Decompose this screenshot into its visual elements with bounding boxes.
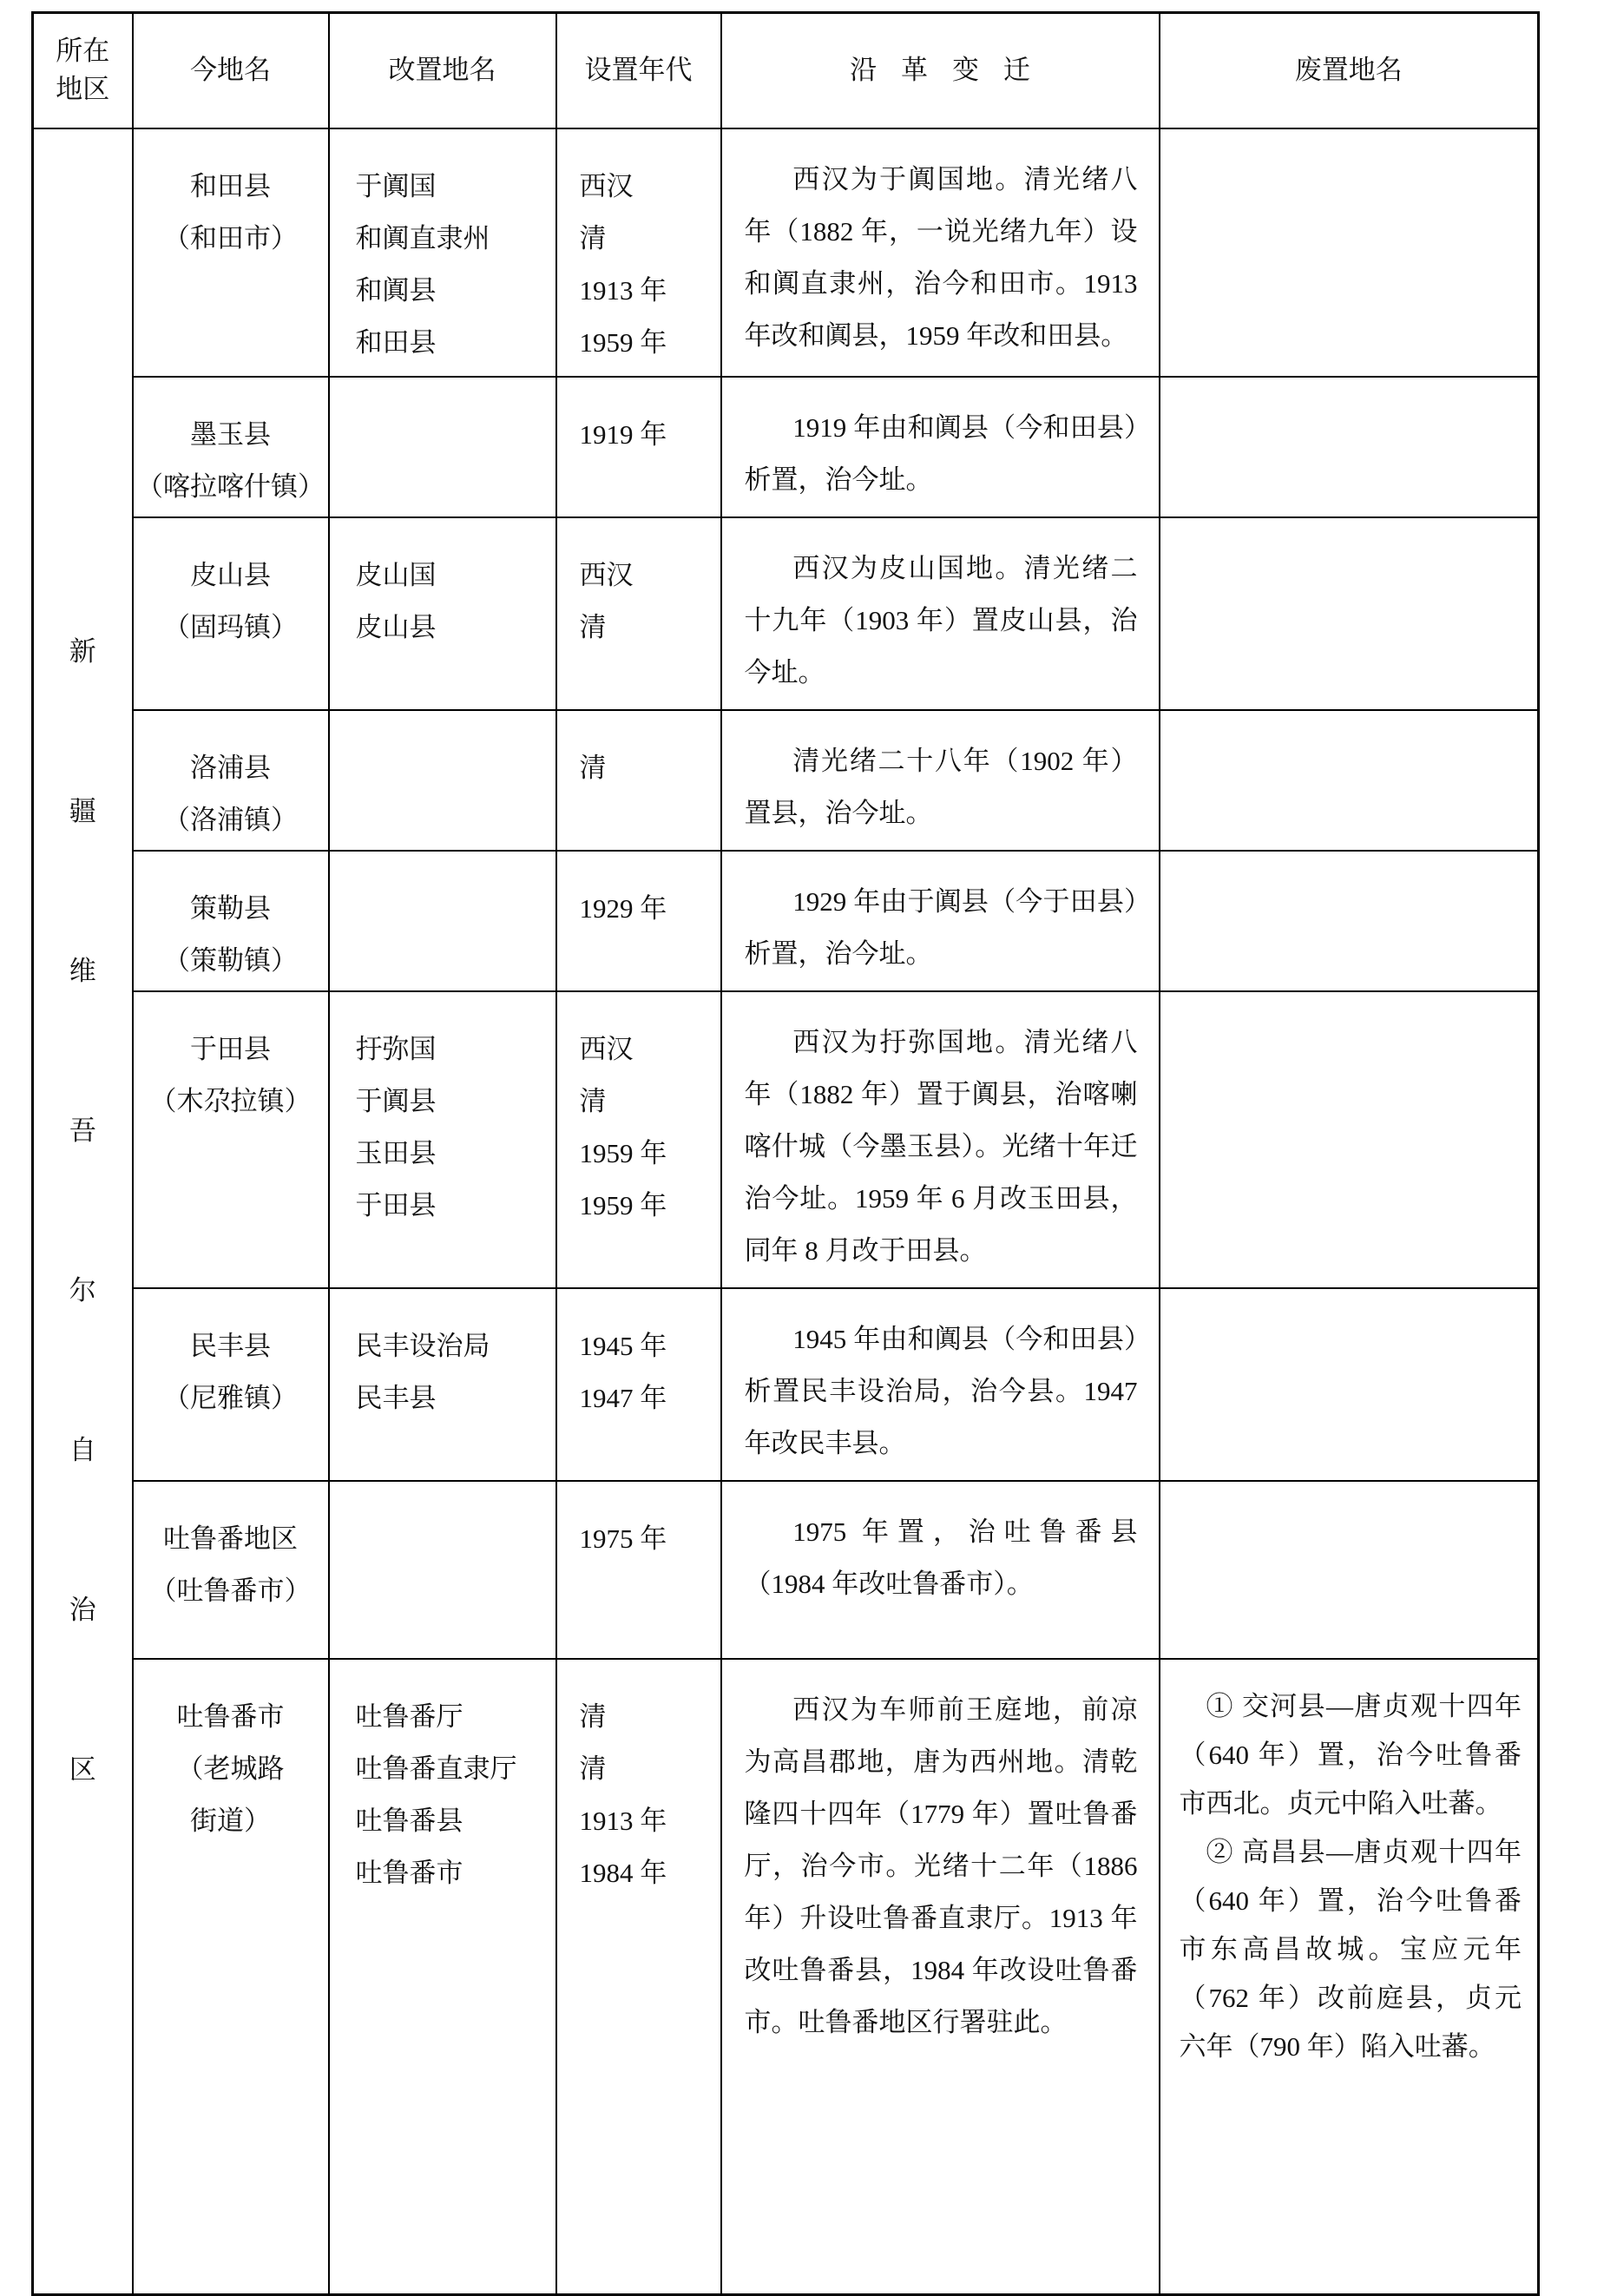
- era-cell: 1975 年: [556, 1481, 721, 1659]
- evolution-cell: 1919 年由和阗县（今和田县）析置，治今址。: [721, 377, 1160, 517]
- today-name-cell: 于田县 （木尕拉镇）: [133, 991, 329, 1288]
- era-cell: 西汉 清: [556, 517, 721, 710]
- table-row: [33, 517, 1539, 710]
- era-cell: 1929 年: [556, 851, 721, 991]
- renamed-cell: 吐鲁番厅 吐鲁番直隶厅 吐鲁番县 吐鲁番市: [329, 1659, 556, 2295]
- today-name-cell: 皮山县 （固玛镇）: [133, 517, 329, 710]
- era-cell: 西汉 清 1913 年 1959 年: [556, 128, 721, 377]
- table-row: [33, 991, 1539, 1288]
- today-name-cell: 吐鲁番市 （老城路 街道）: [133, 1659, 329, 2295]
- era-cell: 1945 年 1947 年: [556, 1288, 721, 1481]
- era-cell: 1919 年: [556, 377, 721, 517]
- today-name-cell: 吐鲁番地区 （吐鲁番市）: [133, 1481, 329, 1659]
- evolution-cell: 西汉为扜弥国地。清光绪八年（1882 年）置于阗县，治喀喇喀什城（今墨玉县）。光绪十年迁治今址。1959 年 6 月改玉田县，同年 8 月改于田县。: [721, 991, 1160, 1288]
- evolution-cell: 西汉为于阗国地。清光绪八年（1882 年，一说光绪九年）设和阗直隶州，治今和田市。1913 年改和阗县，1959 年改和田县。: [721, 128, 1160, 377]
- era-cell: 清 清 1913 年 1984 年: [556, 1659, 721, 2295]
- header-region-line1: 所在: [56, 36, 110, 67]
- abolished-cell: [1160, 710, 1539, 851]
- abolished-cell: [1160, 1288, 1539, 1481]
- header-today: 今地名: [133, 13, 329, 128]
- abolished-cell: [1160, 991, 1539, 1288]
- place-names-table: [31, 11, 1540, 2296]
- abolished-cell: [1160, 377, 1539, 517]
- abolished-cell: [1160, 517, 1539, 710]
- header-evolution: [721, 13, 1160, 128]
- evolution-cell: 西汉为车师前王庭地，前凉为高昌郡地，唐为西州地。清乾隆四十四年（1779 年）置吐鲁番厅，治今市。光绪十二年（1886 年）升设吐鲁番直隶厅。1913 年改吐鲁番县，1984 年改设吐鲁番市。吐鲁番地区行署驻此。: [721, 1659, 1160, 2295]
- table-row: [33, 1659, 1539, 2295]
- header-era: 设置年代: [556, 13, 721, 128]
- evolution-cell: 清光绪二十八年（1902 年）置县，治今址。: [721, 710, 1160, 851]
- table-row: [33, 128, 1539, 377]
- header-abolished: 废置地名: [1160, 13, 1539, 128]
- renamed-cell: [329, 851, 556, 991]
- abolished-cell: [1160, 1481, 1539, 1659]
- table-row: [33, 851, 1539, 991]
- evolution-cell: 1945 年由和阗县（今和田县）析置民丰设治局，治今县。1947 年改民丰县。: [721, 1288, 1160, 1481]
- renamed-cell: [329, 377, 556, 517]
- table-row: [33, 1481, 1539, 1659]
- today-name-cell: 洛浦县 （洛浦镇）: [133, 710, 329, 851]
- today-name-cell: 墨玉县 （喀拉喀什镇）: [133, 377, 329, 517]
- header-row: [33, 13, 1539, 128]
- region-vertical-label: 新 疆 维 吾 尔 自 治 区: [69, 636, 96, 1786]
- header-region: [33, 13, 133, 128]
- renamed-cell: 于阗国 和阗直隶州 和阗县 和田县: [329, 128, 556, 377]
- abolished-cell: [1160, 851, 1539, 991]
- renamed-cell: 扜弥国 于阗县 玉田县 于田县: [329, 991, 556, 1288]
- header-region-line2: 地区: [56, 74, 110, 105]
- document-page: [31, 11, 1537, 2296]
- renamed-cell: [329, 1481, 556, 1659]
- abolished-cell: ① 交河县—唐贞观十四年（640 年）置，治今吐鲁番市西北。贞元中陷入吐蕃。 ② 高昌县—唐贞观十四年（640 年）置，治今吐鲁番市东高昌故城。宝应元年（762 年）改前庭县，贞元六年（790 年）陷入吐蕃。: [1160, 1659, 1539, 2295]
- today-name-cell: 民丰县 （尼雅镇）: [133, 1288, 329, 1481]
- abolished-cell: [1160, 128, 1539, 377]
- era-cell: 清: [556, 710, 721, 851]
- evolution-cell: 1975 年置，治吐鲁番县（1984 年改吐鲁番市）。: [721, 1481, 1160, 1659]
- table-row: [33, 377, 1539, 517]
- renamed-cell: [329, 710, 556, 851]
- table-row: [33, 710, 1539, 851]
- region-cell: [33, 128, 133, 2295]
- today-name-cell: 策勒县 （策勒镇）: [133, 851, 329, 991]
- header-evolution-label: 沿革变迁: [850, 55, 1055, 86]
- renamed-cell: 民丰设治局 民丰县: [329, 1288, 556, 1481]
- evolution-cell: 西汉为皮山国地。清光绪二十九年（1903 年）置皮山县，治今址。: [721, 517, 1160, 710]
- table-row: [33, 1288, 1539, 1481]
- evolution-cell: 1929 年由于阗县（今于田县）析置，治今址。: [721, 851, 1160, 991]
- header-renamed: 改置地名: [329, 13, 556, 128]
- era-cell: 西汉 清 1959 年 1959 年: [556, 991, 721, 1288]
- today-name-cell: 和田县 （和田市）: [133, 128, 329, 377]
- renamed-cell: 皮山国 皮山县: [329, 517, 556, 710]
